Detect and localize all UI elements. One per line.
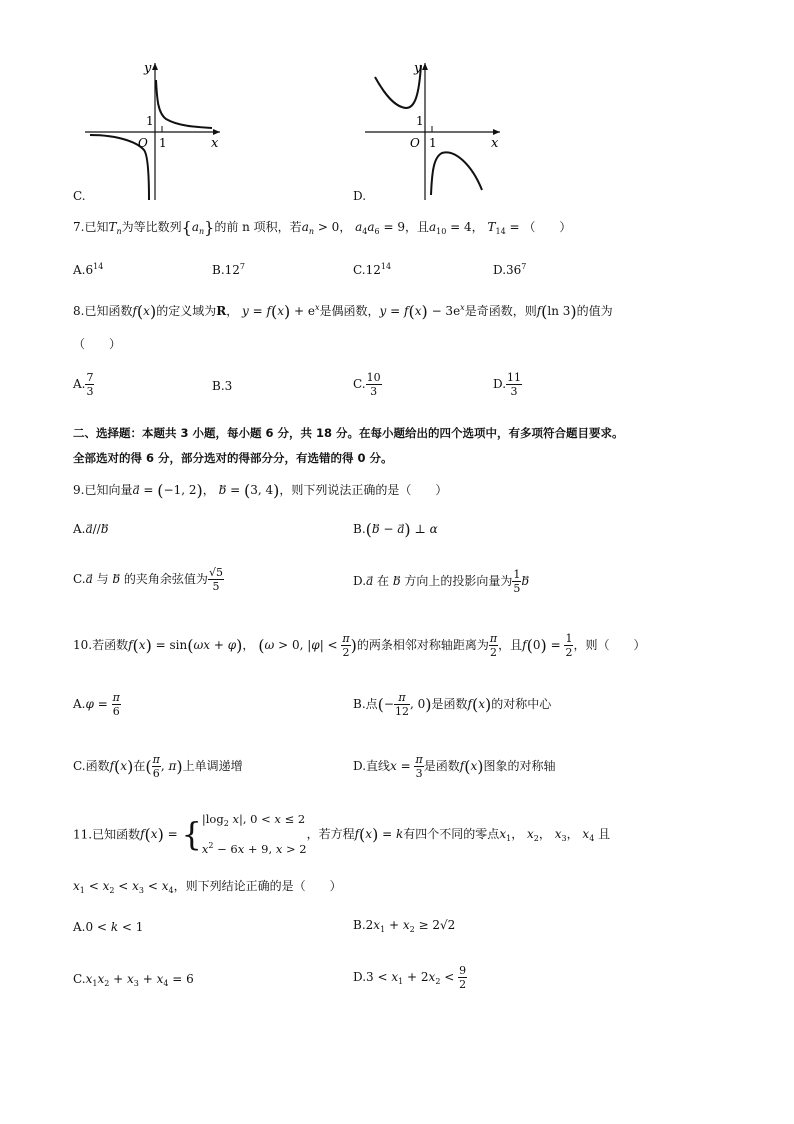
question-9-option-a: A.a⃗//b	[73, 522, 109, 536]
graph-c-letter: C.	[73, 189, 86, 203]
section-2-heading-line1: 二、选择题：本题共 3 小题，每小题 6 分，共 18 分。在每小题给出的四个选项中，有多项符合题目要求。	[73, 426, 624, 440]
graph-d-one-y: 1	[416, 114, 424, 128]
question-8-option-b: B.3	[212, 379, 233, 393]
question-9-stem: 9.已知向量a⃗ = (−1, 2)， b⃗ = (3, 4)，则下列说法正确的是（ ）	[73, 481, 448, 500]
question-11-option-d: $D.3 < x_1 + 2x_2$ < $\frac{9}{2}$	[353, 964, 467, 991]
graph-d-one-x: 1	[429, 136, 437, 150]
question-10-option-a: A.φ = $\frac{\pi}{6}$	[73, 691, 120, 718]
question-7-option-b: $B.12^7$	[212, 262, 246, 277]
question-8-stem: 8.已知函数f(x)的定义域为R， $y = f(x) + e^x$是偶函数，$y = f(x) - 3e^x$是奇函数，则f(ln 3)的值为	[73, 302, 613, 321]
graph-d-x-label: x	[491, 136, 499, 151]
question-9-option-c: C.a⃗ 与 b⃗ 的夹角余弦值为 $\frac{√5}{5}$	[73, 566, 223, 593]
question-11-option-b: $B.2x_1 + x_2 \ge 2√2$	[353, 918, 456, 934]
question-11-option-a: A.0 < k < 1	[73, 920, 144, 934]
question-7-option-c: $C.12^{14}$	[353, 262, 392, 277]
graph-d-y-label: y	[414, 61, 422, 76]
graph-d-origin: O	[410, 136, 420, 150]
graph-c-one-x: 1	[159, 136, 167, 150]
question-8-option-a: A. $\frac{7}{3}$	[73, 371, 94, 398]
question-9-option-b: B.(b⃗ − a) ⊥ α	[353, 520, 438, 539]
question-10-option-d: D.直线x = $\frac{\pi}{3}$ 是函数f(x)图象的对称轴	[353, 753, 556, 780]
graph-c-x-label: x	[211, 136, 219, 151]
graph-c-one-y: 1	[146, 114, 154, 128]
graph-d	[350, 55, 530, 205]
question-7-option-d: $D.36^7$	[493, 262, 527, 277]
graph-d-letter: D.	[353, 189, 367, 203]
question-7-stem: 7.已知$T_n$为等比数列$\{a_n\}$的前 n 项积，若$a_n > 0$， $a_4a_6 = 9$，且$a_{10} = 4$， $T_{14}$ = （ ）	[73, 218, 572, 237]
question-10-option-b: B.点(− $\frac{\pi}{12}$ , 0)是函数f(x)的对称中心	[353, 691, 552, 718]
question-7-option-a: $A.6^{14}$	[73, 262, 104, 277]
question-8-option-d: D. $\frac{11}{3}$	[493, 371, 522, 398]
graph-c	[70, 55, 250, 205]
question-8-paren: （ ）	[73, 337, 122, 351]
question-9-option-d: D.a⃗ 在 b⃗ 方向上的投影向量为 $\frac{1}{5}$ b	[353, 568, 530, 595]
question-10-option-c: C.函数f(x)在( $\frac{\pi}{6}$ , π)上单调递增	[73, 753, 243, 780]
graph-c-origin: O	[138, 136, 148, 150]
question-10-stem: 10.若函数f(x) = sin(ωx + φ)， (ω > 0, |φ| < $\frac{\pi}{2}$ )的两条相邻对称轴距离为 $\frac{\pi}{2}$ ，且f(0) = $\frac{1}{2}$ ，则（ ）	[73, 632, 646, 659]
section-2-heading-line2: 全部选对的得 6 分，部分选对的得部分分，有选错的得 0 分。	[73, 451, 393, 465]
question-8-option-c: C. $\frac{10}{3}$	[353, 371, 381, 398]
question-11-option-c: $C.x_1x_2 + x_3 + x_4 = 6$	[73, 972, 194, 988]
question-11-stem: 11.已知函数f(x) = { $|\log_2$ x|, 0 < x ≤ 2 $x^2 - 6x + 9$, x > 2 ，若方程f(x) = k有四个不同的零点$x_1$， $x_2$， $x_3$， $x_4$ 且	[73, 812, 611, 856]
question-11-stem-line2: $x_1 < x_2 < x_3 < x_4$，则下列结论正确的是（ ）	[73, 879, 342, 895]
graph-c-y-label: y	[144, 61, 152, 76]
